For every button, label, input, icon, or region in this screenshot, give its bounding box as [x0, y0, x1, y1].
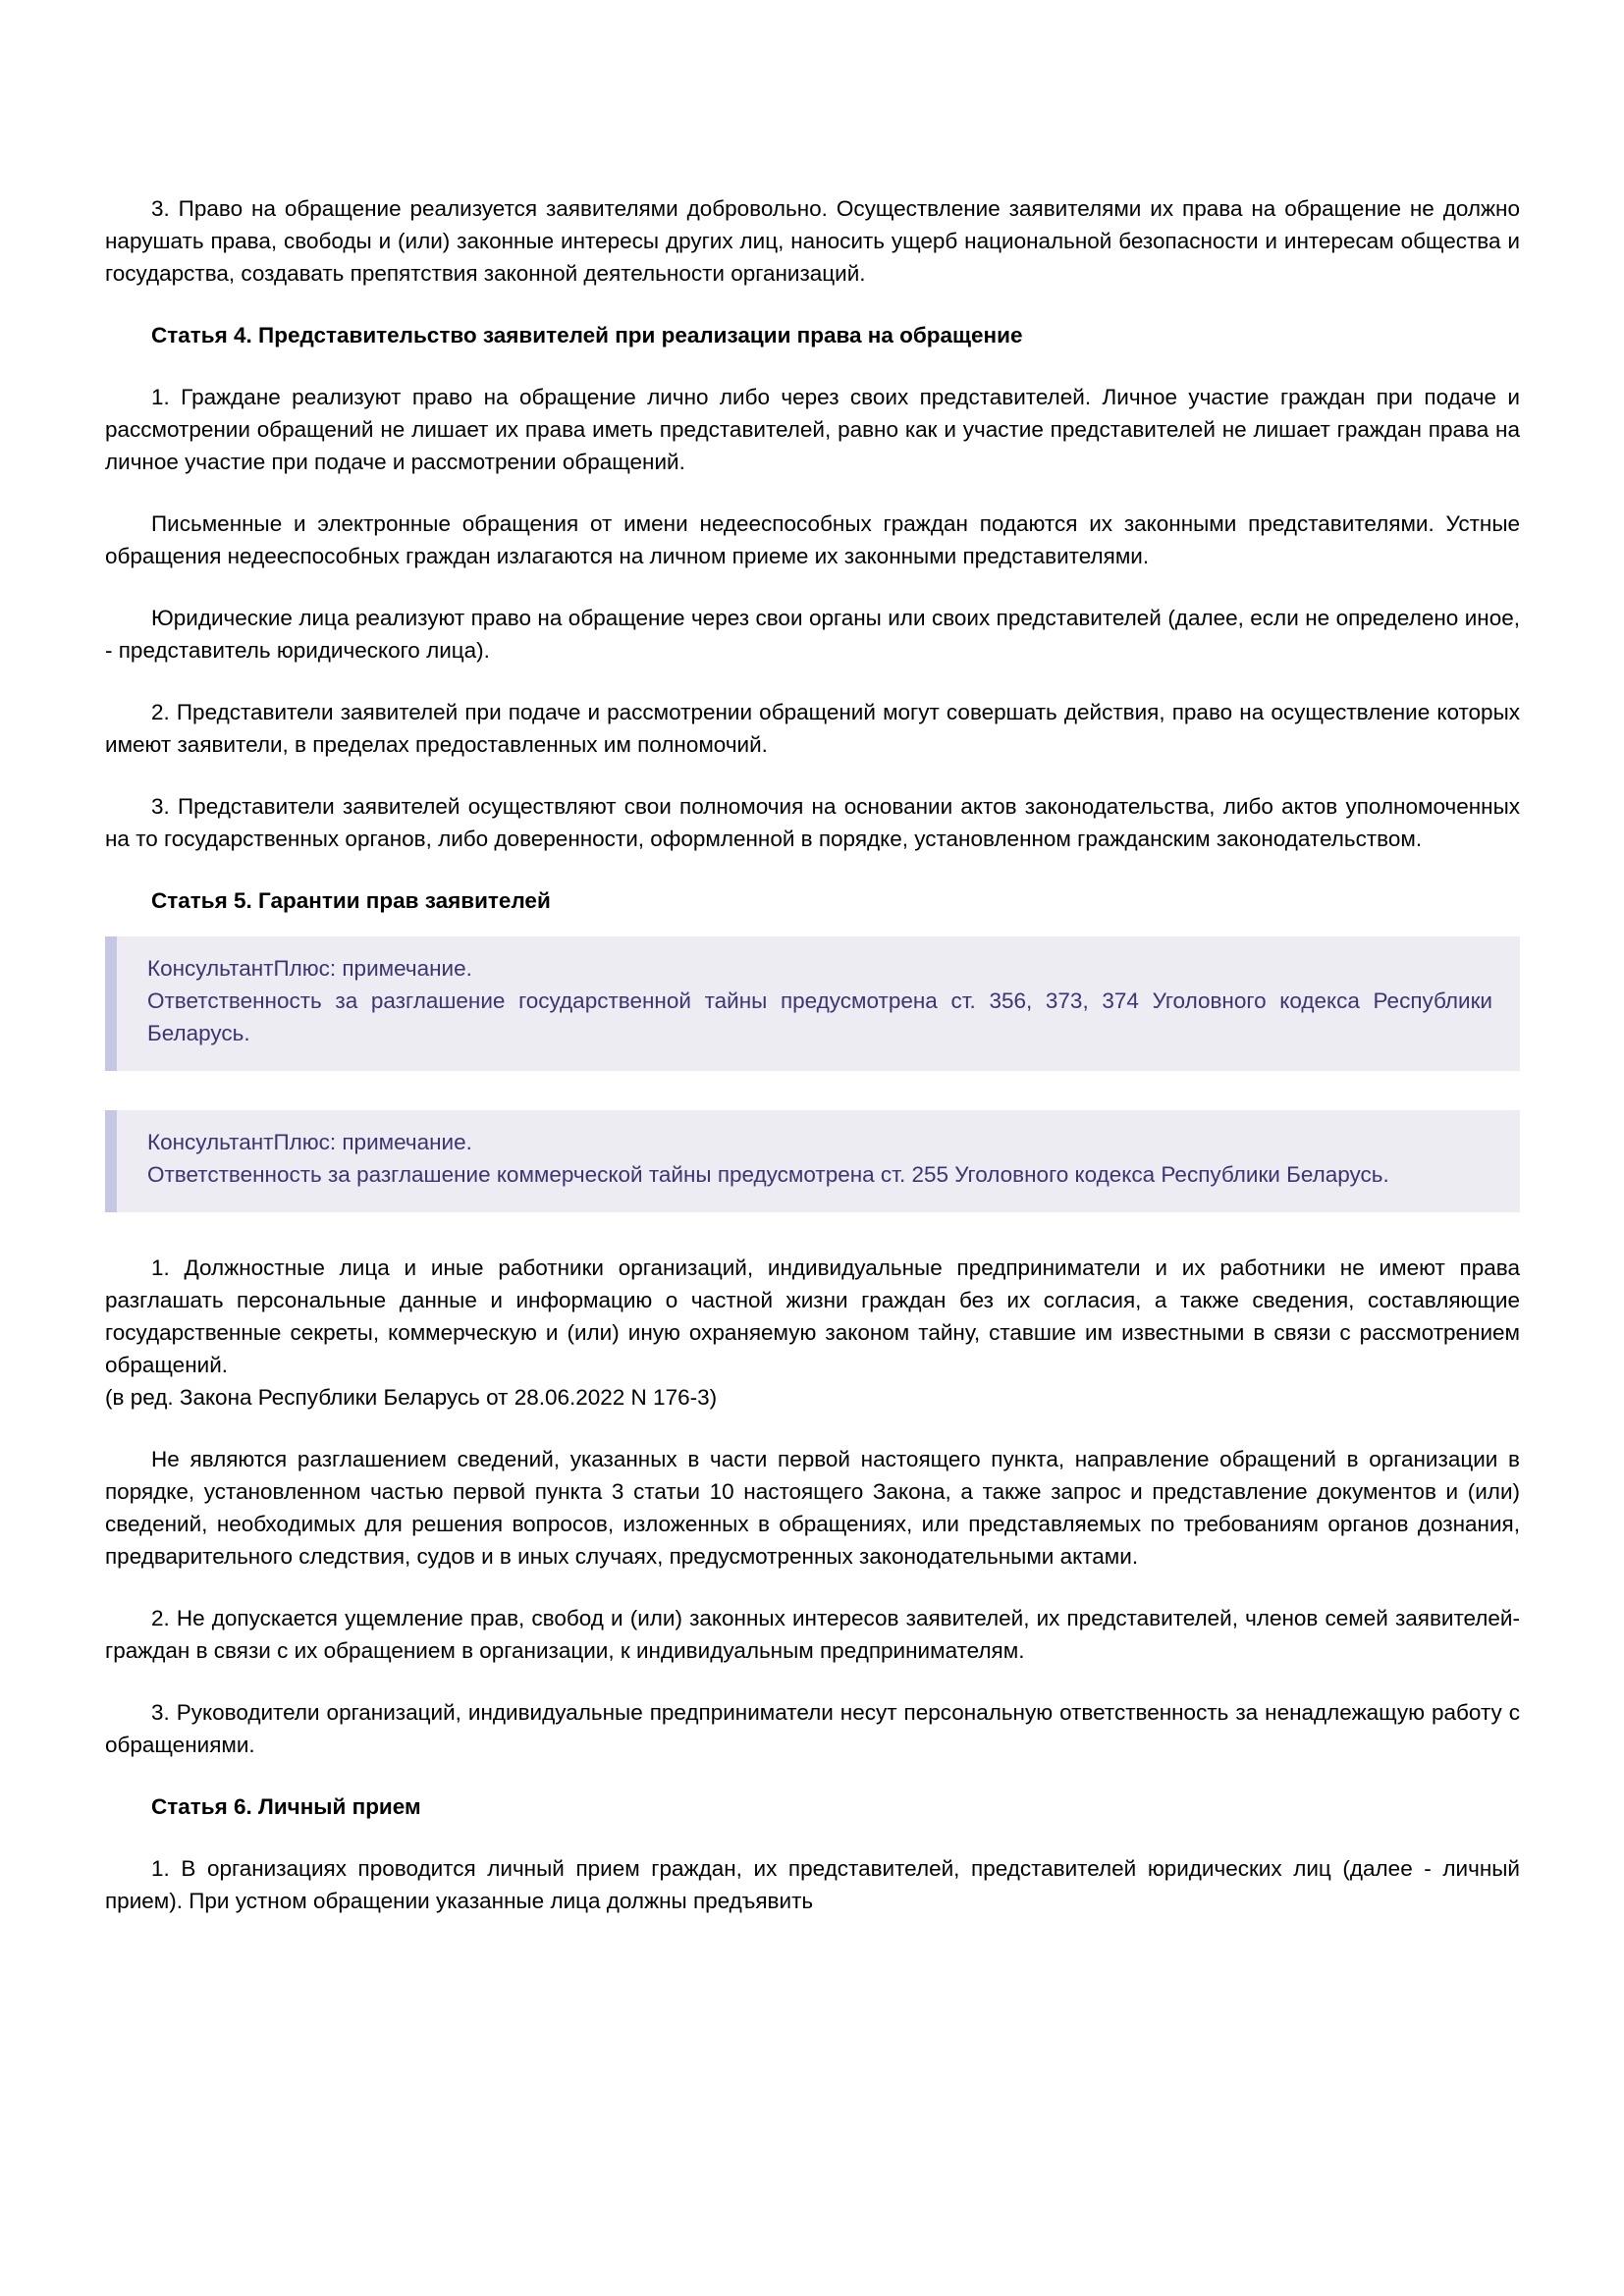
note-body: Ответственность за разглашение коммерческой тайны предусмотрена ст. 255 Уголовного кодекса Республики Беларусь. — [147, 1162, 1389, 1187]
consultantplus-note-commercial-secret — [105, 1110, 1520, 1212]
paragraph-article5-3: 3. Руководители организаций, индивидуальные предприниматели несут персональную ответственность за ненадлежащую работу с обращениями. — [105, 1700, 1520, 1757]
paragraph-article4-2: 2. Представители заявителей при подаче и рассмотрении обращений могут совершать действия, право на осуществление которых имеют заявители, в пределах предоставленных им полномочий. — [105, 700, 1520, 757]
paragraph-article5-1: 1. Должностные лица и иные работники организаций, индивидуальные предприниматели и их работники не имеют права разглашать персональные данные и информацию о частной жизни граждан без их согласия, а также сведения, составляющие государственные секреты, коммерческую и (или) иную охраняемую законом тайну, ставшие им известными в связи с рассмотрением обращений. — [105, 1255, 1520, 1377]
paragraph-article4-1: 1. Граждане реализуют право на обращение лично либо через своих представителей. Личное участие граждан при подаче и рассмотрении обращений не лишает их права иметь представителей, равно как и участие представителей не лишает граждан права на личное участие при подаче и рассмотрении обращений. — [105, 385, 1520, 474]
paragraph-article5-2: 2. Не допускается ущемление прав, свобод и (или) законных интересов заявителей, их представителей, членов семей заявителей-граждан в связи с их обращением в организации, к индивидуальным предпринимателям. — [105, 1606, 1520, 1663]
article-4-heading: Статья 4. Представительство заявителей при реализации права на обращение — [151, 323, 1023, 347]
paragraph-article5-not-disclosure: Не являются разглашением сведений, указанных в части первой настоящего пункта, направление обращений в организации в порядке, установленном частью первой пункта 3 статьи 10 настоящего Закона, а также запрос и представление документов и (или) сведений, необходимых для решения вопросов, изложенных в обращениях, или представляемых по требованиям органов дознания, предварительного следствия, судов и в иных случаях, предусмотренных законодательными актами. — [105, 1447, 1520, 1569]
note-body: Ответственность за разглашение государственной тайны предусмотрена ст. 356, 373, 374 Уголовного кодекса Республики Беларусь. — [147, 988, 1492, 1045]
note-title: КонсультантПлюс: примечание. — [147, 956, 472, 981]
paragraph-article6-1: 1. В организациях проводится личный прием граждан, их представителей, представителей юридических лиц (далее - личный прием). При устном обращении указанные лица должны предъявить — [105, 1856, 1520, 1913]
paragraph-article4-legal-entities: Юридические лица реализуют право на обращение через свои органы или своих представителей (далее, если не определено иное, - представитель юридического лица). — [105, 606, 1520, 663]
article-6-heading: Статья 6. Личный прием — [151, 1794, 421, 1819]
article-5-heading: Статья 5. Гарантии прав заявителей — [151, 888, 551, 913]
paragraph-article5-1-amendment: (в ред. Закона Республики Беларусь от 28.06.2022 N 176-3) — [105, 1385, 718, 1410]
note-title: КонсультантПлюс: примечание. — [147, 1130, 472, 1154]
paragraph-right-to-appeal: 3. Право на обращение реализуется заявителями добровольно. Осуществление заявителями их права на обращение не должно нарушать права, свободы и (или) законные интересы других лиц, наносить ущерб национальной безопасности и интересам общества и государства, создавать препятствия законной деятельности организаций. — [105, 196, 1520, 286]
paragraph-article4-written-electronic: Письменные и электронные обращения от имени недееспособных граждан подаются их законными представителями. Устные обращения недееспособных граждан излагаются на личном приеме их законными представителями. — [105, 511, 1520, 568]
consultantplus-note-state-secret — [105, 936, 1520, 1071]
paragraph-article4-3: 3. Представители заявителей осуществляют свои полномочия на основании актов законодательства, либо актов уполномоченных на то государственных органов, либо доверенности, оформленной в порядке, установленном гражданским законодательством. — [105, 794, 1520, 851]
